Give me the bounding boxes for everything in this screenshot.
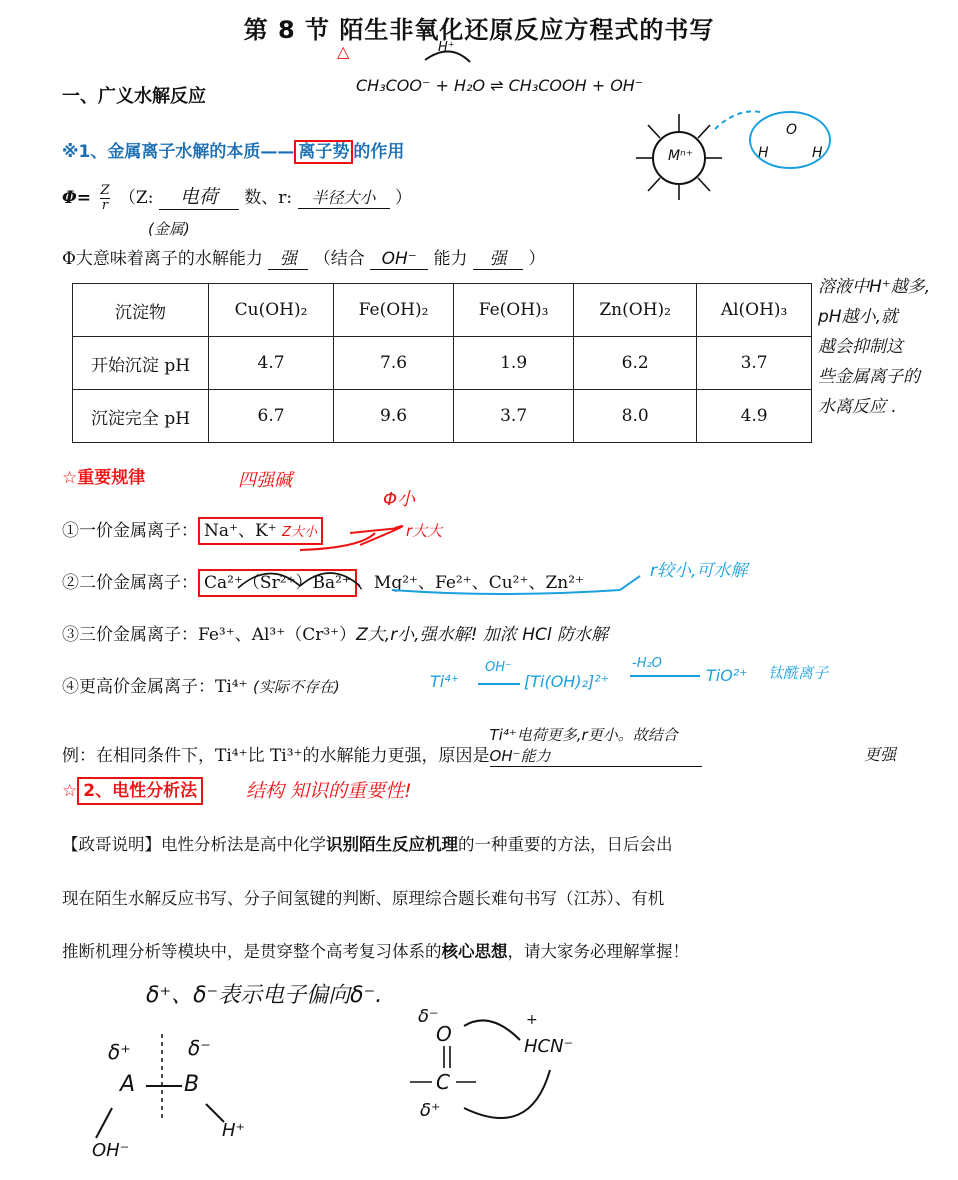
table-header-cell: Fe(OH)₃	[454, 284, 574, 337]
metal-ion-circle	[653, 132, 705, 184]
table-cell: 6.2	[574, 337, 697, 390]
rule-item-2-label: ②二价金属离子：	[62, 573, 198, 593]
subsection-1-suffix: 的作用	[353, 142, 405, 162]
page-title: 第 8 节 陌生非氧化还原反应方程式的书写	[243, 16, 715, 44]
phi-meaning-answer-2: OH⁻	[370, 249, 428, 270]
water-o-label: O	[786, 122, 798, 138]
table-header-cell: Cu(OH)₂	[209, 284, 334, 337]
ti-eq-right: TiO²⁺	[706, 666, 748, 685]
rule-item-2-boxed-ions: Ca²⁺（Sr²⁺）Ba²⁺	[198, 569, 357, 597]
explanation-bold: 识别陌生反应机理	[326, 835, 458, 854]
ti-eq-condition: -H₂O	[632, 656, 662, 671]
phi-small-note: Φ小	[383, 489, 416, 510]
phi-denominator: r	[101, 198, 109, 213]
four-strong-bases-note: 四强碱	[238, 470, 292, 491]
example-answer: Ti⁴⁺电荷更多,r更小。故结合OH⁻能力	[490, 724, 702, 767]
high-valence-ion: Ti⁴⁺	[215, 677, 248, 697]
table-cell: 4.7	[209, 337, 334, 390]
metal-ion-label: Mⁿ⁺	[668, 148, 694, 164]
section-1-heading: 一、广义水解反应	[62, 86, 206, 107]
z-answer: 电荷	[159, 182, 239, 210]
ti-eq-complex: [Ti(OH)₂]²⁺	[524, 672, 610, 691]
phi-close: ）	[394, 188, 412, 208]
proton-label: H⁺	[222, 1120, 246, 1141]
metal-note: (金属)	[148, 220, 190, 238]
r-answer: 半径大小	[298, 185, 390, 209]
carbonyl-oxygen: O	[436, 1022, 452, 1046]
explanation-text: 【政哥说明】电性分析法是高中化学	[62, 835, 326, 854]
trivalent-ions: Fe³⁺、Al³⁺（Cr³⁺）	[198, 625, 357, 645]
phi-meaning-start: Φ大意味着离子的水解能力	[62, 249, 263, 269]
subsection-1-prefix: ※1、金属离子水解的本质——	[62, 142, 295, 162]
water-molecule-oval	[750, 112, 830, 168]
hcn-plus: +	[526, 1012, 538, 1028]
explanation-text: 推断机理分析等模块中，是贯穿整个高考复习体系的	[62, 942, 442, 961]
r-small-hydrolyze-note: r较小,可水解	[650, 561, 748, 581]
table-cell: 3.7	[697, 337, 812, 390]
right-note-line: 些金属离子的	[818, 367, 920, 387]
table-cell: 8.0	[574, 390, 697, 443]
phi-meaning-end: ）	[528, 249, 546, 269]
explanation-text: ，请大家务必理解掌握！	[507, 942, 689, 961]
right-note-line: 水离反应 .	[818, 397, 897, 417]
phi-meaning-answer-3: 强	[473, 244, 523, 270]
explanation-line-2: 现在陌生水解反应书写、分子间氢键的判断、原理综合题长难句书写（江苏）、有机	[62, 889, 665, 908]
ion-potential-boxed: 离子势	[294, 140, 353, 164]
explanation-text: 的一种重要的方法，日后会出	[458, 835, 673, 854]
phi-label: Φ=	[62, 188, 92, 208]
rule-item-4-label: ④更高价金属离子：	[62, 677, 215, 697]
table-cell: 4.9	[697, 390, 812, 443]
table-cell: 3.7	[454, 390, 574, 443]
hcn-label: HCN⁻	[524, 1036, 574, 1057]
rule-item-1-label: ①一价金属离子：	[62, 521, 198, 541]
ab-delta-plus: δ⁺	[108, 1040, 131, 1064]
structure-importance-note: 结构 知识的重要性!	[246, 780, 412, 802]
table-header-cell: Fe(OH)₂	[334, 284, 454, 337]
z-big-small-note: Z大小	[282, 525, 317, 540]
electrical-analysis-boxed: 2、电性分析法	[77, 777, 203, 805]
z-label: （Z:	[118, 188, 154, 208]
atom-b: B	[184, 1072, 200, 1097]
phi-meaning-mid: （结合	[313, 249, 365, 269]
table-cell: 沉淀完全 pH	[73, 390, 209, 443]
carbonyl-delta-plus: δ⁺	[420, 1100, 441, 1121]
section-2-star: ☆	[62, 781, 78, 801]
table-cell: 1.9	[454, 337, 574, 390]
rule-item-2-rest-ions: 、Mg²⁺、Fe²⁺、Cu²⁺、Zn²⁺	[356, 573, 585, 593]
important-rules-heading: ☆重要规律	[62, 468, 146, 488]
right-note-line: 越会抑制这	[818, 337, 903, 357]
example-text: 例：在相同条件下，Ti⁴⁺比 Ti³⁺的水解能力更强，原因是	[62, 746, 490, 766]
delta-explanation-note: δ⁺、δ⁻表示电子偏向δ⁻.	[146, 983, 383, 1008]
table-header-cell: Al(OH)₃	[697, 284, 812, 337]
r-big-note: r大大	[406, 522, 443, 540]
hydroxide-label: OH⁻	[92, 1140, 130, 1161]
rule-item-3-note: Z大,r小,强水解! 加浓 HCl 防水解	[356, 625, 608, 645]
phi-numerator: Z	[100, 183, 110, 198]
table-header-cell: Zn(OH)₂	[574, 284, 697, 337]
ti-eq-oh: OH⁻	[485, 660, 512, 675]
table-cell: 9.6	[334, 390, 454, 443]
table-cell: 7.6	[334, 337, 454, 390]
triangle-mark: △	[337, 42, 350, 61]
hydrolysis-equation-note: CH₃COO⁻ + H₂O ⇌ CH₃COOH + OH⁻	[356, 76, 644, 95]
phi-meaning-mid-2: 能力	[433, 249, 468, 269]
phi-meaning-answer-1: 强	[268, 244, 308, 270]
carbonyl-carbon: C	[436, 1070, 450, 1094]
table-cell: 6.7	[209, 390, 334, 443]
rule-item-3-label: ③三价金属离子：	[62, 625, 198, 645]
ab-delta-minus: δ⁻	[188, 1036, 211, 1060]
not-exist-note: (实际不存在)	[252, 678, 340, 696]
h-plus-note: H⁺	[438, 40, 455, 55]
z-mid-label: 数、r:	[244, 188, 293, 208]
example-answer-cont: 更强	[864, 745, 897, 764]
monovalent-ions: Na⁺、K⁺	[204, 521, 277, 541]
titanyl-label: 钛酰离子	[768, 664, 829, 682]
carbonyl-delta-minus: δ⁻	[418, 1006, 439, 1027]
atom-a: A	[120, 1072, 136, 1097]
explanation-bold: 核心思想	[441, 942, 508, 961]
right-note-line: 溶液中H⁺越多,	[818, 277, 931, 297]
right-note-line: pH越小,就	[818, 307, 898, 327]
water-h2-label: H	[812, 145, 823, 161]
table-header-cell: 沉淀物	[73, 284, 209, 337]
water-h1-label: H	[758, 145, 769, 161]
ti-ion-left: Ti⁴⁺	[430, 672, 460, 691]
table-cell: 开始沉淀 pH	[73, 337, 209, 390]
